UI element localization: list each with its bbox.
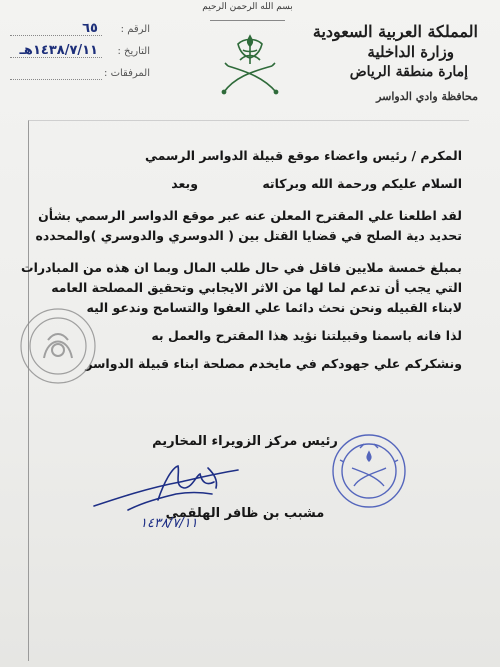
attachments-dots: [10, 79, 102, 80]
emirate-name: إمارة منطقة الرياض: [349, 64, 468, 80]
watermark-seal-icon: [18, 306, 98, 386]
ministry-name: وزارة الداخلية: [367, 43, 454, 61]
number-value: ٦٥: [82, 21, 98, 36]
paragraph-2-line-1: بمبلغ خمسة ملايين فاقل في حال طلب المال وبما ان هذه من المبادرات: [21, 260, 462, 275]
header-institution: [308, 22, 478, 106]
kingdom-name: المملكة العربية السعودية: [312, 22, 478, 41]
greeting-line: [42, 174, 462, 194]
governorate-name: محافظة وادي الدواسر: [376, 90, 478, 103]
paragraph-2-line-3: لابناء القبيله ونحن نحث دائما علي العفوا والتسامح وندعو اليه: [86, 300, 462, 315]
attachments-label: المرفقات :: [104, 68, 150, 79]
date-value: ١٤٣٨/٧/١١هـ: [19, 43, 98, 58]
addressee: المكرم / رئيس واعضاء موقع قبيلة الدواسر الرسمي: [144, 148, 462, 163]
signatory-name: مشبب بن ظافر الهلقمي: [165, 506, 325, 521]
paragraph-1-line-2: تحديد دية الصلح في قضايا القتل بين ( الدوسري والدوسري )والمحدده: [35, 228, 462, 243]
handwritten-date: ١٤٣٨/٧/١١: [140, 516, 198, 531]
saudi-emblem-icon: [210, 30, 290, 105]
greeting: السلام عليكم ورحمة الله وبركاته: [262, 176, 462, 191]
reference-block: [10, 21, 150, 90]
paragraph-3: لذا فانه باسمنا وقبيلتنا نؤيد هذا المقترح والعمل به: [151, 328, 462, 343]
official-stamp-icon: [330, 432, 408, 510]
basmala: بسم الله الرحمن الرحيم: [202, 2, 293, 12]
handwritten-signature-icon: [88, 452, 258, 522]
paragraph-2-line-2: التي يجب أن تدعم لما لها من الاثر الايجابي وتحقيق المصلحة العامه: [51, 280, 462, 295]
date-label: التاريخ :: [117, 46, 150, 57]
paragraph-4: ونشكركم علي جهودكم في مايخدم مصلحة ابناء قبيلة الدواسر: [85, 356, 462, 371]
attachments-row: [10, 68, 150, 90]
paragraph-1-line-1: لقد اطلعنا علي المقترح المعلن عنه عبر موقع الدواسر الرسمي بشأن: [38, 208, 462, 223]
greeting-tail: وبعد: [171, 176, 198, 191]
signatory-title: رئيس مركز الزويراء المخاريم: [152, 434, 338, 449]
letter-body: [21, 146, 462, 374]
date-row: [10, 43, 150, 68]
basmala-underline: [210, 20, 285, 21]
number-label: الرقم :: [120, 24, 150, 35]
